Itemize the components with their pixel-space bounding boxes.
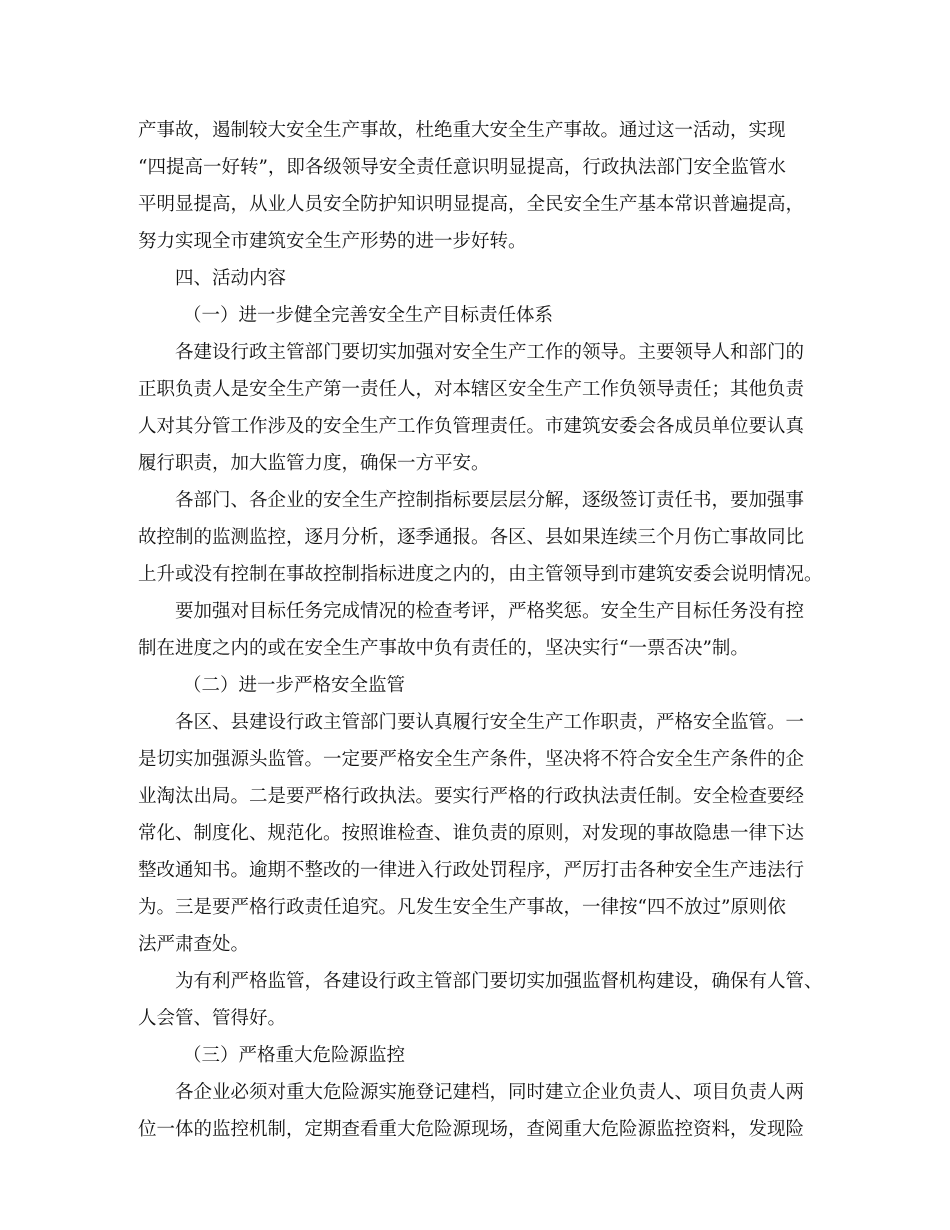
body-text-line: 为有利严格监管，各建设行政主管部门要切实加强监督机构建设，确保有人管、 <box>175 971 823 992</box>
body-text-line: 为。三是要严格行政责任追究。凡发生安全生产事故，一律按“四不放过”原则依 <box>138 897 786 918</box>
body-text-line: 业淘汰出局。二是要严格行政执法。要实行严格的行政执法责任制。安全检查要经 <box>138 786 805 807</box>
body-text-line: “四提高一好转”，即各级领导安全责任意识明显提高，行政执法部门安全监管水 <box>138 157 786 178</box>
subsection-heading: （二）进一步严格安全监管 <box>183 675 406 696</box>
body-text-line: 要加强对目标任务完成情况的检查考评，严格奖惩。安全生产目标任务没有控 <box>175 601 805 622</box>
body-text-line: 产事故，遏制较大安全生产事故，杜绝重大安全生产事故。通过这一活动，实现 <box>138 120 786 141</box>
body-text-line: 平明显提高，从业人员安全防护知识明显提高，全民安全生产基本常识普遍提高， <box>138 194 805 215</box>
body-text-line: 各建设行政主管部门要切实加强对安全生产工作的领导。主要领导人和部门的 <box>175 342 805 363</box>
body-text-line: 上升或没有控制在事故控制指标进度之内的，由主管领导到市建筑安委会说明情况。 <box>138 564 823 585</box>
body-text-line: 故控制的监测监控，逐月分析，逐季通报。各区、县如果连续三个月伤亡事故同比 <box>138 527 805 548</box>
section-heading: 四、活动内容 <box>175 268 287 289</box>
subsection-heading: （一）进一步健全完善安全生产目标责任体系 <box>183 305 554 326</box>
body-text-line: 位一体的监控机制，定期查看重大危险源现场，查阅重大危险源监控资料，发现险 <box>138 1119 805 1140</box>
body-text-line: 是切实加强源头监管。一定要严格安全生产条件，坚决将不符合安全生产条件的企 <box>138 749 805 770</box>
body-text-line: 各部门、各企业的安全生产控制指标要层层分解，逐级签订责任书，要加强事 <box>175 490 805 511</box>
subsection-heading: （三）严格重大危险源监控 <box>183 1045 406 1066</box>
body-text-line: 常化、制度化、规范化。按照谁检查、谁负责的原则，对发现的事故隐患一律下达 <box>138 823 805 844</box>
body-text-line: 人对其分管工作涉及的安全生产工作负管理责任。市建筑安委会各成员单位要认真 <box>138 416 805 437</box>
body-text-line: 人会管、管得好。 <box>138 1008 287 1029</box>
body-text-line: 努力实现全市建筑安全生产形势的进一步好转。 <box>138 231 527 252</box>
body-text-line: 履行职责，加大监管力度，确保一方平安。 <box>138 453 490 474</box>
body-text-line: 各企业必须对重大危险源实施登记建档，同时建立企业负责人、项目负责人两 <box>175 1082 805 1103</box>
body-text-line: 法严肃查处。 <box>138 934 250 955</box>
body-text-line: 整改通知书。逾期不整改的一律进入行政处罚程序，严厉打击各种安全生产违法行 <box>138 860 805 881</box>
body-text-line: 制在进度之内的或在安全生产事故中负有责任的，坚决实行“一票否决”制。 <box>138 638 749 659</box>
body-text-line: 各区、县建设行政主管部门要认真履行安全生产工作职责，严格安全监管。一 <box>175 712 805 733</box>
body-text-line: 正职负责人是安全生产第一责任人，对本辖区安全生产工作负领导责任；其他负责 <box>138 379 805 400</box>
